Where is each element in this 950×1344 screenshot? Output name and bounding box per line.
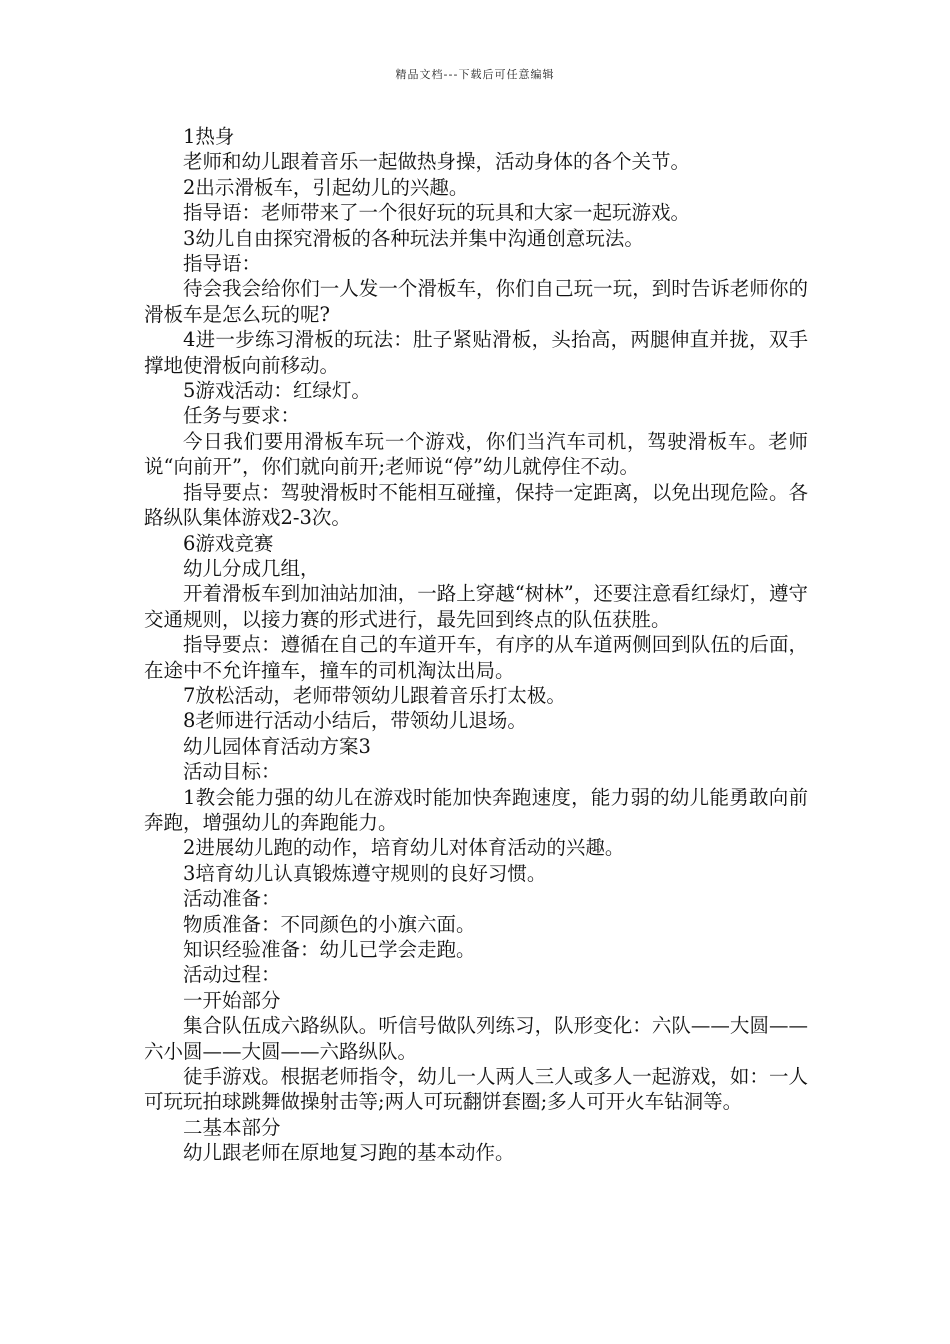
paragraph: 7放松活动，老师带领幼儿跟着音乐打太极。 bbox=[183, 683, 566, 707]
page-header: 精品文档---下载后可任意编辑 bbox=[395, 68, 555, 81]
paragraph: 活动目标： bbox=[183, 760, 281, 784]
paragraph: 活动准备： bbox=[183, 887, 281, 911]
paragraph: 知识经验准备：幼儿已学会走跑。 bbox=[183, 938, 476, 961]
paragraph: 8老师进行活动小结后，带领幼儿退场。 bbox=[183, 709, 527, 733]
paragraph: 指导要点：驾驶滑板时不能相互碰撞，保持一定距离，以免出现危险。各路纵队集体游戏2-3次。 bbox=[144, 480, 808, 530]
paragraph: 一开始部分 bbox=[183, 988, 281, 1012]
paragraph: 开着滑板车到加油站加油，一路上穿越“树林”，还要注意看红绿灯，遵守交通规则，以接力赛的形式进行，最先回到终点的队伍获胜。 bbox=[144, 582, 808, 631]
paragraph: 6游戏竞赛 bbox=[183, 531, 274, 555]
paragraph: 幼儿分成几组， bbox=[183, 556, 320, 580]
document-body bbox=[144, 124, 808, 1166]
paragraph: 5游戏活动：红绿灯。 bbox=[183, 379, 371, 403]
paragraph: 指导要点：遵循在自己的车道开车，有序的从车道两侧回到队伍的后面，在途中不允许撞车，撞车的司机淘汰出局。 bbox=[144, 633, 808, 682]
section-title: 幼儿园体育活动方案3 bbox=[183, 734, 371, 758]
paragraph: 指导语： bbox=[183, 252, 262, 276]
paragraph: 物质准备：不同颜色的小旗六面。 bbox=[183, 912, 476, 936]
paragraph: 老师和幼儿跟着音乐一起做热身操，活动身体的各个关节。 bbox=[183, 150, 691, 174]
paragraph: 待会我会给你们一人发一个滑板车，你们自己玩一玩，到时告诉老师你的滑板车是怎么玩的呢? bbox=[144, 277, 808, 326]
paragraph: 2出示滑板车，引起幼儿的兴趣。 bbox=[183, 175, 469, 199]
paragraph: 2进展幼儿跑的动作，培育幼儿对体育活动的兴趣。 bbox=[183, 836, 625, 860]
paragraph: 幼儿跟老师在原地复习跑的基本动作。 bbox=[183, 1141, 515, 1165]
paragraph: 今日我们要用滑板车玩一个游戏，你们当汽车司机，驾驶滑板车。老师说“向前开”，你们就向前开;老师说“停”幼儿就停住不动。 bbox=[144, 429, 808, 479]
paragraph: 集合队伍成六路纵队。听信号做队列练习，队形变化：六队——大圆——六小圆——大圆——六路纵队。 bbox=[144, 1014, 808, 1063]
paragraph: 4进一步练习滑板的玩法：肚子紧贴滑板，头抬高，两腿伸直并拢，双手撑地使滑板向前移动。 bbox=[144, 328, 808, 377]
paragraph: 1热身 bbox=[183, 125, 235, 148]
paragraph: 3幼儿自由探究滑板的各种玩法并集中沟通创意玩法。 bbox=[183, 226, 644, 250]
paragraph: 1教会能力强的幼儿在游戏时能加快奔跑速度，能力弱的幼儿能勇敢向前奔跑，增强幼儿的奔跑能力。 bbox=[144, 785, 808, 834]
paragraph: 指导语：老师带来了一个很好玩的玩具和大家一起玩游戏。 bbox=[183, 201, 691, 225]
paragraph: 任务与要求： bbox=[183, 404, 301, 428]
paragraph: 二基本部分 bbox=[183, 1115, 281, 1139]
paragraph: 徒手游戏。根据老师指令，幼儿一人两人三人或多人一起游戏，如：一人可玩玩拍球跳舞做操射击等;两人可玩翻饼套圈;多人可开火车钻洞等。 bbox=[144, 1065, 808, 1114]
paragraph: 活动过程： bbox=[183, 963, 281, 987]
paragraph: 3培育幼儿认真锻炼遵守规则的良好习惯。 bbox=[183, 861, 547, 885]
